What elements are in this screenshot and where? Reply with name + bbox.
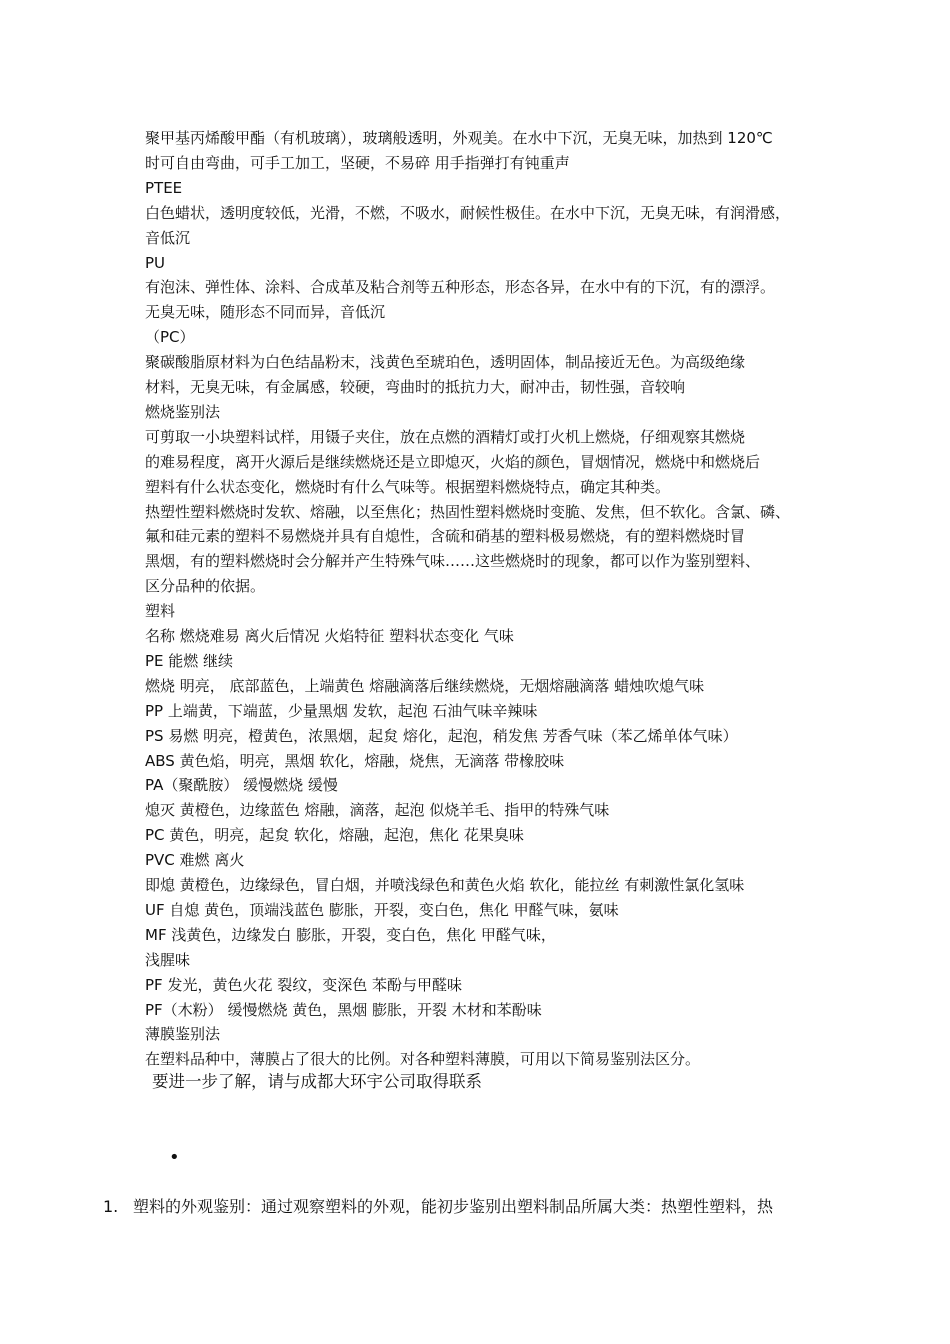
text-line: 浅腥味	[145, 950, 191, 969]
text-line: 聚碳酸脂原材料为白色结晶粉末，浅黄色至琥珀色，透明固体，制品接近无色。为高级绝缘	[145, 353, 746, 372]
text-line: 区分品种的依据。	[145, 577, 266, 596]
text-line: 黑烟，有的塑料燃烧时会分解并产生特殊气味……这些燃烧时的现象，都可以作为鉴别塑料、	[145, 552, 761, 571]
numbered-item	[103, 1196, 893, 1218]
text-line: ABS 黄色焰，明亮，黑烟 软化，熔融，烧焦，无滴落 带橡胶味	[145, 751, 565, 770]
text-line: 材料，无臭无味，有金属感，较硬，弯曲时的抵抗力大，耐冲击，韧性强，音较响	[145, 378, 686, 396]
contact-line: 要进一步了解，请与成都大环宇公司取得联系	[152, 1072, 482, 1091]
text-line: PE 能燃 继续	[145, 651, 234, 670]
text-line: UF 自熄 黄色，顶端浅蓝色 膨胀，开裂，变白色，焦化 甲醛气味，氨味	[145, 900, 619, 919]
text-line: PS 易燃 明亮，橙黄色，浓黑烟，起炱 熔化，起泡，稍发焦 芳香气味（苯乙烯单体气味）	[145, 726, 738, 745]
text-line: PC 黄色，明亮，起炱 软化，熔融，起泡，焦化 花果臭味	[145, 826, 524, 845]
text-line: 燃烧鉴别法	[145, 402, 221, 421]
text-line: MF 浅黄色，边缘发白 膨胀，开裂，变白色，焦化 甲醛气味，	[145, 925, 556, 944]
text-line: PP 上端黄，下端蓝，少量黑烟 发软，起泡 石油气味辛辣味	[145, 701, 538, 720]
item-text: 塑料的外观鉴别：通过观察塑料的外观，能初步鉴别出塑料制品所属大类：热塑性塑料，热	[133, 1197, 774, 1216]
text-line: PA（聚酰胺） 缓慢燃烧 缓慢	[145, 776, 338, 795]
item-number: 1.	[103, 1197, 119, 1216]
text-line: 塑料	[145, 602, 176, 621]
text-line: 薄膜鉴别法	[145, 1025, 221, 1044]
text-line: 聚甲基丙烯酸甲酯（有机玻璃），玻璃般透明，外观美。在水中下沉，无臭无味，加热到 120℃	[145, 129, 773, 147]
text-line: 熄灭 黄橙色，边缘蓝色 熔融，滴落，起泡 似烧羊毛、指甲的特殊气味	[145, 801, 610, 820]
text-line: 即熄 黄橙色，边缘绿色，冒白烟，并喷浅绿色和黄色火焰 软化，能拉丝 有刺激性氯化氢味	[145, 876, 745, 894]
text-line: 氟和硅元素的塑料不易燃烧并具有自熄性，含硫和硝基的塑料极易燃烧，有的塑料燃烧时冒	[145, 527, 746, 546]
text-line: 有泡沫、弹性体、涂料、合成革及粘合剂等五种形态，形态各异，在水中有的下沉，有的漂浮。	[145, 278, 776, 297]
text-line: 音低沉	[145, 228, 191, 247]
text-line: PF（木粉） 缓慢燃烧 黄色，黑烟 膨胀，开裂 木材和苯酚味	[145, 1000, 542, 1019]
text-line: 白色蜡状，透明度较低，光滑，不燃，不吸水，耐候性极佳。在水中下沉，无臭无味，有润滑感，	[145, 203, 791, 222]
text-line: PTEE	[145, 178, 183, 197]
text-line: 时可自由弯曲，可手工加工，坚硬，不易碎 用手指弹打有钝重声	[145, 153, 570, 172]
text-line: 在塑料品种中，薄膜占了很大的比例。对各种塑料薄膜，可用以下简易鉴别法区分。	[145, 1050, 701, 1069]
text-line: PU	[145, 253, 166, 272]
text-line: PVC 难燃 离火	[145, 851, 245, 870]
text-line: 燃烧 明亮， 底部蓝色，上端黄色 熔融滴落后继续燃烧，无烟熔融滴落 蜡烛吹熄气味	[145, 676, 705, 695]
text-line: （PC）	[145, 328, 195, 347]
text-line: 无臭无味，随形态不同而异，音低沉	[145, 303, 386, 322]
bullet-marker: •	[169, 1147, 180, 1168]
text-line: 塑料有什么状态变化，燃烧时有什么气味等。根据塑料燃烧特点，确定其种类。	[145, 477, 671, 496]
text-line: PF 发光，黄色火花 裂纹，变深色 苯酚与甲醛味	[145, 975, 462, 994]
text-line: 的难易程度，离开火源后是继续燃烧还是立即熄灭，火焰的颜色，冒烟情况，燃烧中和燃烧后	[145, 452, 761, 471]
text-line: 可剪取一小块塑料试样，用镊子夹住，放在点燃的酒精灯或打火机上燃烧，仔细观察其燃烧	[145, 427, 746, 446]
text-line: 名称 燃烧难易 离火后情况 火焰特征 塑料状态变化 气味	[145, 627, 514, 645]
text-line: 热塑性塑料燃烧时发软、熔融，以至焦化；热固性塑料燃烧时变脆、发焦，但不软化。含氯、磷、	[145, 502, 791, 521]
